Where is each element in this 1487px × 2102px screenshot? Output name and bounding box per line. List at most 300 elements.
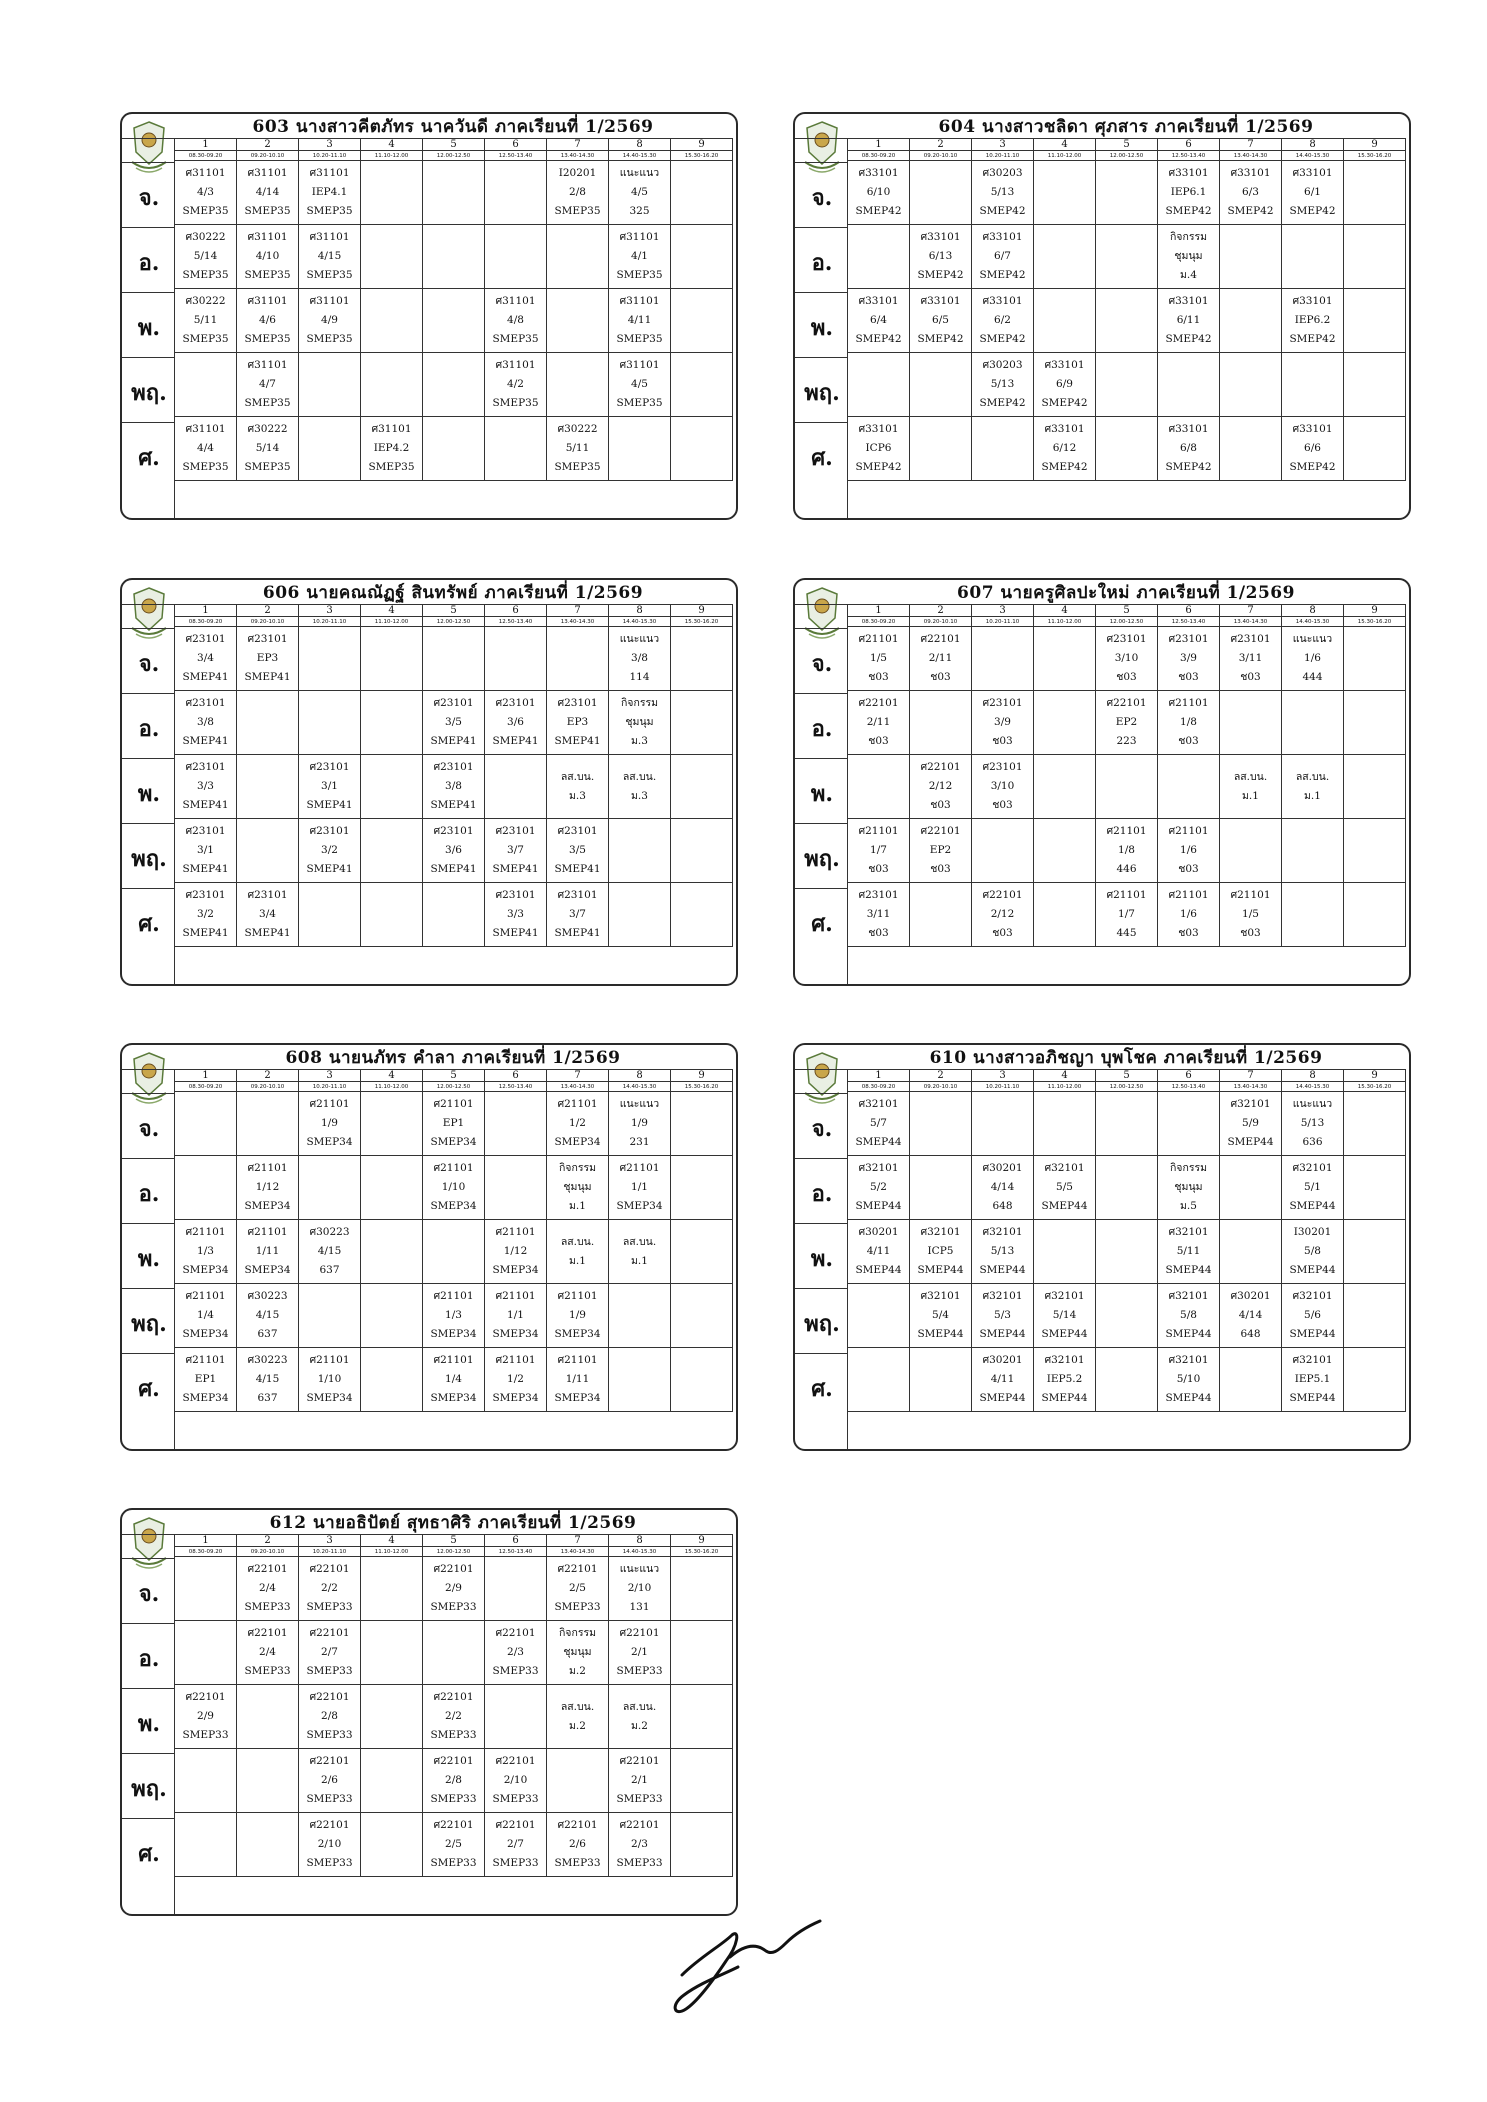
slot-line: ช03 [992, 799, 1013, 811]
class-slot [1158, 161, 1220, 225]
period-number: 4 [361, 605, 423, 617]
slot-line: 4/4 [197, 442, 214, 454]
period-number: 6 [485, 1535, 547, 1547]
slot-line: SMEP42 [855, 461, 902, 473]
slot-line: 648 [992, 1200, 1013, 1212]
slot-line: EP1 [194, 1373, 217, 1385]
class-slot [848, 1284, 910, 1348]
class-slot [1220, 755, 1282, 819]
slot-line: SMEP41 [182, 927, 229, 939]
slot-line: SMEP42 [917, 269, 964, 281]
period-number: 7 [1220, 605, 1282, 617]
timetable-grid [174, 1069, 733, 1412]
timetable-grid [174, 138, 733, 481]
class-slot [547, 1685, 609, 1749]
day-separator [122, 227, 174, 228]
class-slot [175, 1156, 237, 1220]
class-slot [485, 691, 547, 755]
period-number: 8 [1282, 139, 1344, 151]
class-slot [299, 1092, 361, 1156]
slot-line: SMEP42 [1289, 333, 1336, 345]
slot-line: ม.4 [1180, 269, 1197, 281]
slot-line: SMEP33 [492, 1857, 539, 1869]
slot-line: ช03 [992, 927, 1013, 939]
slot-line: SMEP44 [917, 1264, 964, 1276]
day-separator [795, 1069, 847, 1070]
slot-line: 4/2 [507, 378, 524, 390]
slot-line: 3/6 [507, 716, 524, 728]
class-slot [1096, 161, 1158, 225]
period-time: 10.20-11.10 [972, 1082, 1034, 1092]
class-slot [1282, 161, 1344, 225]
class-slot [423, 1813, 485, 1877]
class-slot [1096, 1220, 1158, 1284]
class-slot [1282, 289, 1344, 353]
slot-line: ศ32101 [982, 1290, 1023, 1302]
slot-line: 6/8 [1180, 442, 1197, 454]
period-time: 12.50-13.40 [485, 1082, 547, 1092]
slot-line: ศ22101 [247, 1563, 288, 1575]
period-number-row [175, 605, 733, 617]
class-slot [237, 883, 299, 947]
day-separator [795, 357, 847, 358]
period-number-row [175, 1535, 733, 1547]
slot-line: ช03 [868, 671, 889, 683]
class-slot [485, 1092, 547, 1156]
slot-line: 1/7 [870, 844, 887, 856]
slot-line: ศ22101 [495, 1755, 536, 1767]
class-slot [485, 161, 547, 225]
day-label: พฤ. [131, 1776, 167, 1802]
class-slot [1344, 1220, 1406, 1284]
slot-line: ม.2 [569, 1719, 586, 1732]
period-number: 8 [609, 139, 671, 151]
slot-line: SMEP33 [244, 1601, 291, 1613]
slot-line: SMEP33 [616, 1857, 663, 1869]
day-label: ศ. [811, 911, 833, 937]
class-slot [423, 1348, 485, 1412]
slot-line: ศ33101 [982, 295, 1023, 307]
class-slot [1034, 1348, 1096, 1412]
class-slot [671, 627, 733, 691]
slot-line: SMEP44 [979, 1392, 1026, 1404]
timetable-card [793, 578, 1411, 986]
slot-line: ม.2 [569, 1665, 586, 1677]
day-separator [122, 1623, 174, 1624]
timetable-grid [847, 604, 1406, 947]
class-slot [423, 691, 485, 755]
day-row [848, 225, 1406, 289]
slot-line: ม.1 [1304, 789, 1321, 802]
class-slot [299, 883, 361, 947]
slot-line: ศ33101 [1044, 359, 1085, 371]
card-title: 608 นายนภัทร คำลา ภาคเรียนที่ 1/2569 [285, 1048, 621, 1068]
slot-line: ศ30201 [1230, 1290, 1271, 1302]
slot-line: ศ21101 [557, 1354, 598, 1366]
slot-line: ศ30222 [557, 423, 598, 435]
slot-line: ศ21101 [495, 1290, 536, 1302]
slot-line: 2/7 [507, 1838, 524, 1850]
slot-line: ศ30223 [309, 1226, 350, 1238]
slot-line: 1/1 [631, 1181, 648, 1193]
slot-line: ศ22101 [619, 1627, 660, 1639]
class-slot [848, 289, 910, 353]
slot-line: ม.1 [1242, 789, 1259, 802]
class-slot [361, 1348, 423, 1412]
school-emblem-icon [128, 1514, 170, 1574]
class-slot [175, 755, 237, 819]
day-label: จ. [811, 651, 833, 677]
day-row [175, 417, 733, 481]
class-slot [609, 1220, 671, 1284]
slot-line: 2/9 [197, 1710, 214, 1722]
slot-line: ศ33101 [1230, 167, 1271, 179]
slot-line: SMEP35 [182, 269, 229, 281]
class-slot [609, 1813, 671, 1877]
class-slot [361, 1685, 423, 1749]
class-slot [485, 1348, 547, 1412]
day-row [848, 1220, 1406, 1284]
class-slot [423, 1092, 485, 1156]
day-separator [122, 1288, 174, 1289]
slot-line: 1/10 [441, 1181, 466, 1193]
class-slot [485, 883, 547, 947]
slot-line: SMEP42 [855, 205, 902, 217]
slot-line: ศ22101 [619, 1755, 660, 1767]
slot-line: 3/8 [445, 780, 462, 792]
slot-line: 325 [629, 205, 650, 217]
slot-line: SMEP44 [1289, 1264, 1336, 1276]
class-slot [972, 1220, 1034, 1284]
slot-line: 6/10 [866, 186, 891, 198]
class-slot [848, 755, 910, 819]
slot-line: EP3 [256, 652, 279, 664]
slot-line: 3/3 [507, 908, 524, 920]
class-slot [1158, 883, 1220, 947]
slot-line: ศ21101 [433, 1290, 474, 1302]
period-number: 2 [237, 139, 299, 151]
class-slot [1282, 353, 1344, 417]
class-slot [910, 1348, 972, 1412]
day-row [175, 1557, 733, 1621]
slot-line: ศ22101 [433, 1563, 474, 1575]
class-slot [237, 225, 299, 289]
slot-line: SMEP33 [492, 1665, 539, 1677]
slot-line: 4/8 [507, 314, 524, 326]
day-label: อ. [811, 716, 833, 742]
class-slot [1096, 289, 1158, 353]
slot-line: 1/4 [445, 1373, 462, 1385]
class-slot [175, 353, 237, 417]
slot-line: 5/5 [1056, 1181, 1073, 1193]
class-slot [1096, 755, 1158, 819]
slot-line: 5/14 [1052, 1309, 1077, 1321]
class-slot [1096, 883, 1158, 947]
slot-line: 2/5 [569, 1582, 586, 1594]
slot-line: 6/3 [1242, 186, 1259, 198]
class-slot [361, 161, 423, 225]
period-number: 2 [237, 1535, 299, 1547]
class-slot [1158, 225, 1220, 289]
class-slot [423, 1749, 485, 1813]
day-label: ศ. [811, 1376, 833, 1402]
slot-line: ม.5 [1180, 1200, 1197, 1212]
period-time: 13.40-14.30 [1220, 617, 1282, 627]
class-slot [609, 1156, 671, 1220]
class-slot [1220, 417, 1282, 481]
period-time: 15.30-16.20 [671, 151, 733, 161]
class-slot [1096, 1156, 1158, 1220]
class-slot [848, 883, 910, 947]
class-slot [1034, 1156, 1096, 1220]
slot-line: ช03 [868, 735, 889, 747]
class-slot [910, 161, 972, 225]
slot-line: ช03 [1240, 927, 1261, 939]
day-separator [122, 628, 174, 629]
slot-line: SMEP42 [1165, 461, 1212, 473]
class-slot [1158, 1092, 1220, 1156]
day-separator [122, 1223, 174, 1224]
slot-line: SMEP42 [1165, 333, 1212, 345]
slot-line: 4/6 [259, 314, 276, 326]
day-row [848, 289, 1406, 353]
period-time: 13.40-14.30 [1220, 1082, 1282, 1092]
class-slot [1344, 1092, 1406, 1156]
day-row [175, 1092, 733, 1156]
class-slot [423, 161, 485, 225]
period-time: 09.20-10.10 [910, 151, 972, 161]
slot-line: ศ23101 [433, 825, 474, 837]
period-time: 12.00-12.50 [1096, 617, 1158, 627]
slot-line: 3/11 [866, 908, 891, 920]
day-label: พฤ. [804, 846, 840, 872]
slot-line: ชุมนุม [1174, 1181, 1203, 1193]
slot-line: SMEP34 [554, 1392, 601, 1404]
slot-line: กิจกรรม [558, 1627, 597, 1639]
class-slot [1096, 627, 1158, 691]
class-slot [609, 819, 671, 883]
class-slot [1282, 819, 1344, 883]
class-slot [423, 1557, 485, 1621]
slot-line: 2/4 [259, 1646, 276, 1658]
class-slot [972, 819, 1034, 883]
slot-line: SMEP42 [1041, 397, 1088, 409]
period-number: 1 [848, 139, 910, 151]
slot-line: ศ23101 [1168, 633, 1209, 645]
class-slot [299, 627, 361, 691]
day-separator [122, 1534, 174, 1535]
class-slot [910, 353, 972, 417]
slot-line: I20201 [558, 167, 597, 179]
slot-line: แนะแนว [1292, 1098, 1333, 1110]
period-time: 11.10-12.00 [361, 1547, 423, 1557]
class-slot [547, 1621, 609, 1685]
class-slot [1220, 289, 1282, 353]
period-number-row [848, 139, 1406, 151]
period-number-row [848, 605, 1406, 617]
class-slot [237, 1749, 299, 1813]
slot-line: ศ30201 [982, 1162, 1023, 1174]
slot-line: 6/6 [1304, 442, 1321, 454]
slot-line: 1/1 [507, 1309, 524, 1321]
class-slot [910, 1156, 972, 1220]
class-slot [361, 1156, 423, 1220]
slot-line: SMEP34 [492, 1328, 539, 1340]
period-number: 8 [609, 605, 671, 617]
class-slot [671, 819, 733, 883]
period-number: 5 [1096, 605, 1158, 617]
slot-line: ศ30223 [247, 1354, 288, 1366]
class-slot [609, 225, 671, 289]
period-number-row [175, 1070, 733, 1082]
slot-line: 2/11 [928, 652, 953, 664]
day-label: จ. [811, 1116, 833, 1142]
class-slot [485, 417, 547, 481]
class-slot [1158, 1348, 1220, 1412]
class-slot [848, 627, 910, 691]
period-time: 10.20-11.10 [299, 1082, 361, 1092]
period-time: 12.00-12.50 [423, 1547, 485, 1557]
slot-line: ศ33101 [858, 167, 899, 179]
class-slot [972, 691, 1034, 755]
class-slot [237, 755, 299, 819]
slot-line: 637 [257, 1392, 278, 1404]
slot-line: 6/12 [1052, 442, 1077, 454]
class-slot [485, 1284, 547, 1348]
slot-line: IEP5.2 [1046, 1373, 1083, 1385]
slot-line: SMEP42 [979, 397, 1026, 409]
slot-line: ศ33101 [1292, 167, 1333, 179]
slot-line: SMEP44 [1165, 1392, 1212, 1404]
period-time: 12.50-13.40 [485, 1547, 547, 1557]
class-slot [1344, 691, 1406, 755]
slot-line: แนะแนว [619, 167, 660, 179]
slot-line: SMEP44 [1227, 1136, 1274, 1148]
slot-line: 5/6 [1304, 1309, 1321, 1321]
slot-line: ศ33101 [982, 231, 1023, 243]
period-number: 6 [1158, 1070, 1220, 1082]
slot-line: 3/8 [197, 716, 214, 728]
class-slot [547, 819, 609, 883]
slot-line: 3/1 [197, 844, 214, 856]
slot-line: ศ23101 [433, 761, 474, 773]
slot-line: ศ33101 [1168, 167, 1209, 179]
class-slot [1158, 691, 1220, 755]
period-time: 12.50-13.40 [485, 151, 547, 161]
slot-line: SMEP33 [616, 1793, 663, 1805]
slot-line: กิจกรรม [620, 697, 659, 709]
day-label: พ. [137, 1711, 161, 1737]
slot-line: ศ33101 [858, 295, 899, 307]
class-slot [609, 1284, 671, 1348]
slot-line: 4/3 [197, 186, 214, 198]
class-slot [423, 819, 485, 883]
day-row [848, 627, 1406, 691]
slot-line: SMEP33 [306, 1857, 353, 1869]
class-slot [237, 289, 299, 353]
slot-line: SMEP44 [1041, 1200, 1088, 1212]
slot-line: SMEP35 [182, 205, 229, 217]
class-slot [237, 1220, 299, 1284]
class-slot [1034, 819, 1096, 883]
class-slot [848, 161, 910, 225]
class-slot [972, 1156, 1034, 1220]
slot-line: 3/11 [1238, 652, 1263, 664]
day-row [175, 755, 733, 819]
card-title: 610 นางสาวอภิชญา บุพโชค ภาคเรียนที่ 1/2569 [929, 1048, 1323, 1068]
slot-line: 5/4 [932, 1309, 949, 1321]
slot-line: ศ22101 [557, 1563, 598, 1575]
slot-line: 3/1 [321, 780, 338, 792]
slot-line: 4/14 [255, 186, 280, 198]
class-slot [1158, 1156, 1220, 1220]
class-slot [671, 1092, 733, 1156]
period-time-row [175, 1547, 733, 1557]
period-time: 08.30-09.20 [848, 617, 910, 627]
period-time: 08.30-09.20 [175, 151, 237, 161]
period-number: 1 [848, 1070, 910, 1082]
class-slot [237, 1284, 299, 1348]
class-slot [547, 755, 609, 819]
class-slot [1220, 819, 1282, 883]
period-number: 1 [175, 605, 237, 617]
class-slot [299, 1348, 361, 1412]
slot-line: ศ22101 [309, 1563, 350, 1575]
slot-line: SMEP35 [244, 205, 291, 217]
class-slot [237, 1156, 299, 1220]
slot-line: SMEP44 [1041, 1392, 1088, 1404]
slot-line: 1/6 [1180, 908, 1197, 920]
slot-line: ศ22101 [495, 1627, 536, 1639]
slot-line: 4/15 [317, 1245, 342, 1257]
slot-line: SMEP34 [182, 1328, 229, 1340]
slot-line: SMEP35 [244, 269, 291, 281]
class-slot [1220, 1348, 1282, 1412]
slot-line: ศ23101 [247, 889, 288, 901]
day-row [175, 1749, 733, 1813]
day-separator [122, 1818, 174, 1819]
period-time: 14.40-15.30 [609, 1082, 671, 1092]
class-slot [485, 1685, 547, 1749]
slot-line: ศ21101 [619, 1162, 660, 1174]
day-row [848, 353, 1406, 417]
day-separator [122, 1353, 174, 1354]
slot-line: ศ22101 [433, 1819, 474, 1831]
slot-line: 1/12 [255, 1181, 280, 1193]
class-slot [361, 1749, 423, 1813]
slot-line: SMEP35 [554, 461, 601, 473]
slot-line: SMEP35 [306, 269, 353, 281]
class-slot [485, 289, 547, 353]
slot-line: แนะแนว [619, 1098, 660, 1110]
slot-line: SMEP34 [182, 1264, 229, 1276]
slot-line: ศ33101 [1292, 295, 1333, 307]
class-slot [1220, 1284, 1282, 1348]
class-slot [299, 819, 361, 883]
slot-line: SMEP34 [182, 1392, 229, 1404]
slot-line: SMEP34 [430, 1328, 477, 1340]
slot-line: ศ23101 [309, 825, 350, 837]
class-slot [1034, 627, 1096, 691]
class-slot [848, 353, 910, 417]
slot-line: ศ31101 [495, 359, 536, 371]
class-slot [609, 417, 671, 481]
slot-line: ศ21101 [1230, 889, 1271, 901]
class-slot [972, 225, 1034, 289]
period-time: 12.00-12.50 [423, 617, 485, 627]
period-time-row [848, 151, 1406, 161]
class-slot [361, 1813, 423, 1877]
